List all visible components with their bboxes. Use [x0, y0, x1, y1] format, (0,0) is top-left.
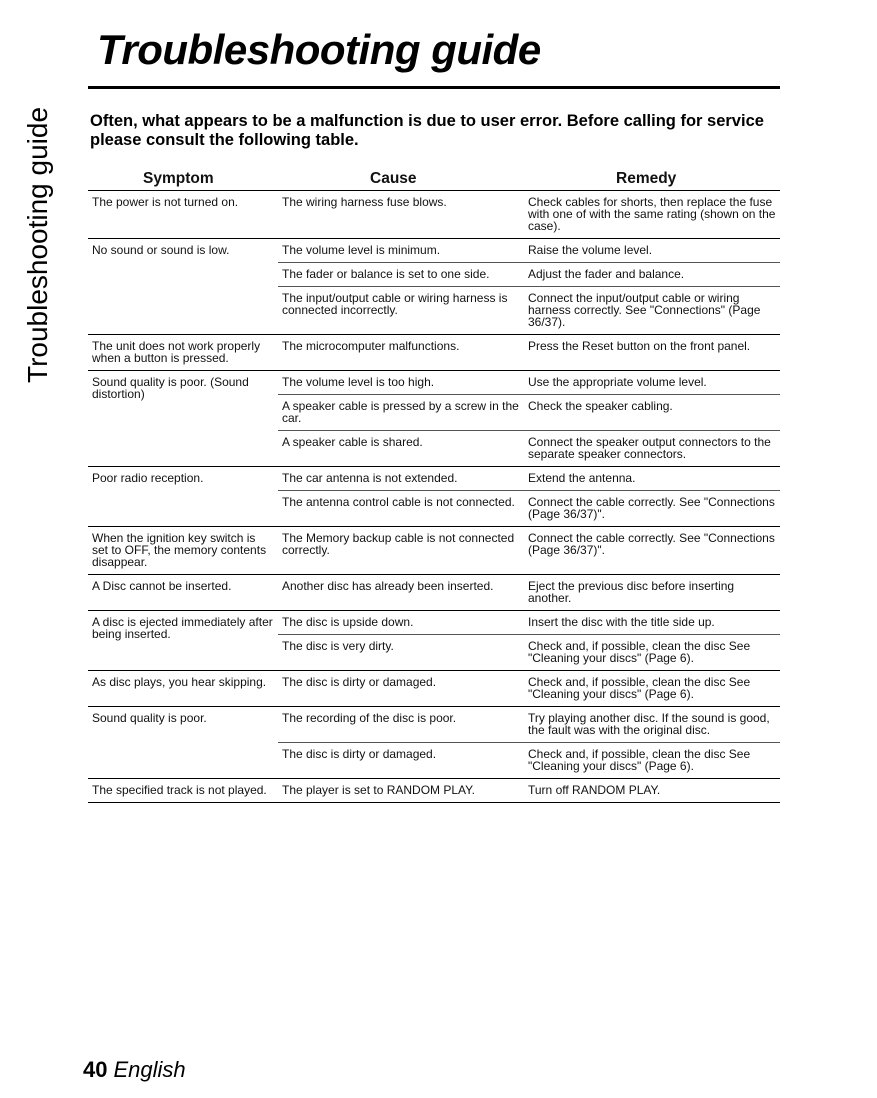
- table-row: [88, 671, 780, 707]
- symptom-cell: Sound quality is poor.: [92, 711, 207, 725]
- cause-cell: The fader or balance is set to one side.: [282, 267, 490, 281]
- cause-cell: The volume level is too high.: [282, 375, 435, 389]
- troubleshooting-table: [88, 164, 780, 803]
- cause-cell: The disc is upside down.: [282, 615, 414, 629]
- remedy-cell: Raise the volume level.: [528, 243, 653, 257]
- remedy-cell: Connect the cable correctly. See "Connections (Page 36/37)".: [528, 495, 775, 521]
- remedy-cell: Connect the cable correctly. See "Connections (Page 36/37)".: [528, 531, 775, 557]
- remedy-cell: Check and, if possible, clean the disc See "Cleaning your discs" (Page 6).: [528, 747, 751, 773]
- remedy-cell: Check and, if possible, clean the disc See "Cleaning your discs" (Page 6).: [528, 675, 751, 701]
- cause-cell: The Memory backup cable is not connected correctly.: [282, 531, 515, 557]
- header-symptom: Symptom: [143, 170, 214, 187]
- intro-text: Often, what appears to be a malfunction is due to user error. Before calling for service please consult the following table.: [90, 112, 764, 149]
- symptom-cell: A Disc cannot be inserted.: [92, 579, 232, 593]
- symptom-cell: Sound quality is poor. (Sound distortion): [92, 375, 249, 401]
- remedy-cell: Extend the antenna.: [528, 471, 636, 485]
- remedy-cell: Check and, if possible, clean the disc See "Cleaning your discs" (Page 6).: [528, 639, 751, 665]
- table-row: [88, 467, 780, 527]
- footer-language: English: [113, 1057, 186, 1082]
- title-rule: [88, 86, 780, 89]
- cause-cell: The disc is very dirty.: [282, 639, 394, 653]
- page-number: 40: [83, 1057, 108, 1082]
- symptom-cell: The unit does not work properly when a button is pressed.: [92, 339, 261, 365]
- cause-cell: The car antenna is not extended.: [282, 471, 458, 485]
- cause-cell: A speaker cable is shared.: [282, 435, 423, 449]
- remedy-cell: Turn off RANDOM PLAY.: [528, 783, 661, 797]
- table-header: [88, 164, 780, 191]
- cause-cell: The input/output cable or wiring harness is connected incorrectly.: [282, 291, 508, 317]
- cause-cell: The wiring harness fuse blows.: [282, 195, 447, 209]
- remedy-cell: Check cables for shorts, then replace the fuse with one of with the same rating (shown on the case).: [528, 195, 776, 233]
- remedy-cell: Connect the input/output cable or wiring harness correctly. See "Connections" (Page 36/37).: [528, 291, 761, 329]
- cause-cell: The disc is dirty or damaged.: [282, 675, 437, 689]
- remedy-cell: Eject the previous disc before inserting another.: [528, 579, 735, 605]
- cause-cell: The volume level is minimum.: [282, 243, 441, 257]
- table-row: [88, 575, 780, 611]
- remedy-cell: Insert the disc with the title side up.: [528, 615, 715, 629]
- remedy-cell: Adjust the fader and balance.: [528, 267, 685, 281]
- cause-cell: The antenna control cable is not connected.: [282, 495, 515, 509]
- table-row: [88, 371, 780, 467]
- remedy-cell: Use the appropriate volume level.: [528, 375, 707, 389]
- cause-cell: A speaker cable is pressed by a screw in the car.: [282, 399, 519, 425]
- table-row: [88, 335, 780, 371]
- remedy-cell: Connect the speaker output connectors to the separate speaker connectors.: [528, 435, 771, 461]
- symptom-cell: When the ignition key switch is set to OFF, the memory contents disappear.: [92, 531, 267, 569]
- header-remedy: Remedy: [616, 170, 677, 187]
- table-row: [88, 611, 780, 671]
- table-row: [88, 191, 780, 239]
- cause-cell: The microcomputer malfunctions.: [282, 339, 460, 353]
- table-row: [88, 779, 780, 803]
- table-row: [88, 239, 780, 335]
- cause-cell: Another disc has already been inserted.: [282, 579, 494, 593]
- symptom-cell: The specified track is not played.: [92, 783, 267, 797]
- symptom-cell: A disc is ejected immediately after being inserted.: [92, 615, 273, 641]
- remedy-cell: Press the Reset button on the front panel.: [528, 339, 751, 353]
- remedy-cell: Try playing another disc. If the sound is good, the fault was with the original disc.: [528, 711, 770, 737]
- cause-cell: The disc is dirty or damaged.: [282, 747, 437, 761]
- header-cause: Cause: [370, 170, 417, 187]
- symptom-cell: Poor radio reception.: [92, 471, 204, 485]
- side-tab-label: Troubleshooting guide: [22, 106, 53, 383]
- table-row: [88, 527, 780, 575]
- symptom-cell: No sound or sound is low.: [92, 243, 230, 257]
- page-title: Troubleshooting guide: [97, 26, 541, 73]
- table-row: [88, 707, 780, 779]
- symptom-cell: The power is not turned on.: [92, 195, 239, 209]
- cause-cell: The recording of the disc is poor.: [282, 711, 457, 725]
- cause-cell: The player is set to RANDOM PLAY.: [282, 783, 475, 797]
- page-footer: [83, 1057, 186, 1083]
- remedy-cell: Check the speaker cabling.: [528, 399, 673, 413]
- symptom-cell: As disc plays, you hear skipping.: [92, 675, 267, 689]
